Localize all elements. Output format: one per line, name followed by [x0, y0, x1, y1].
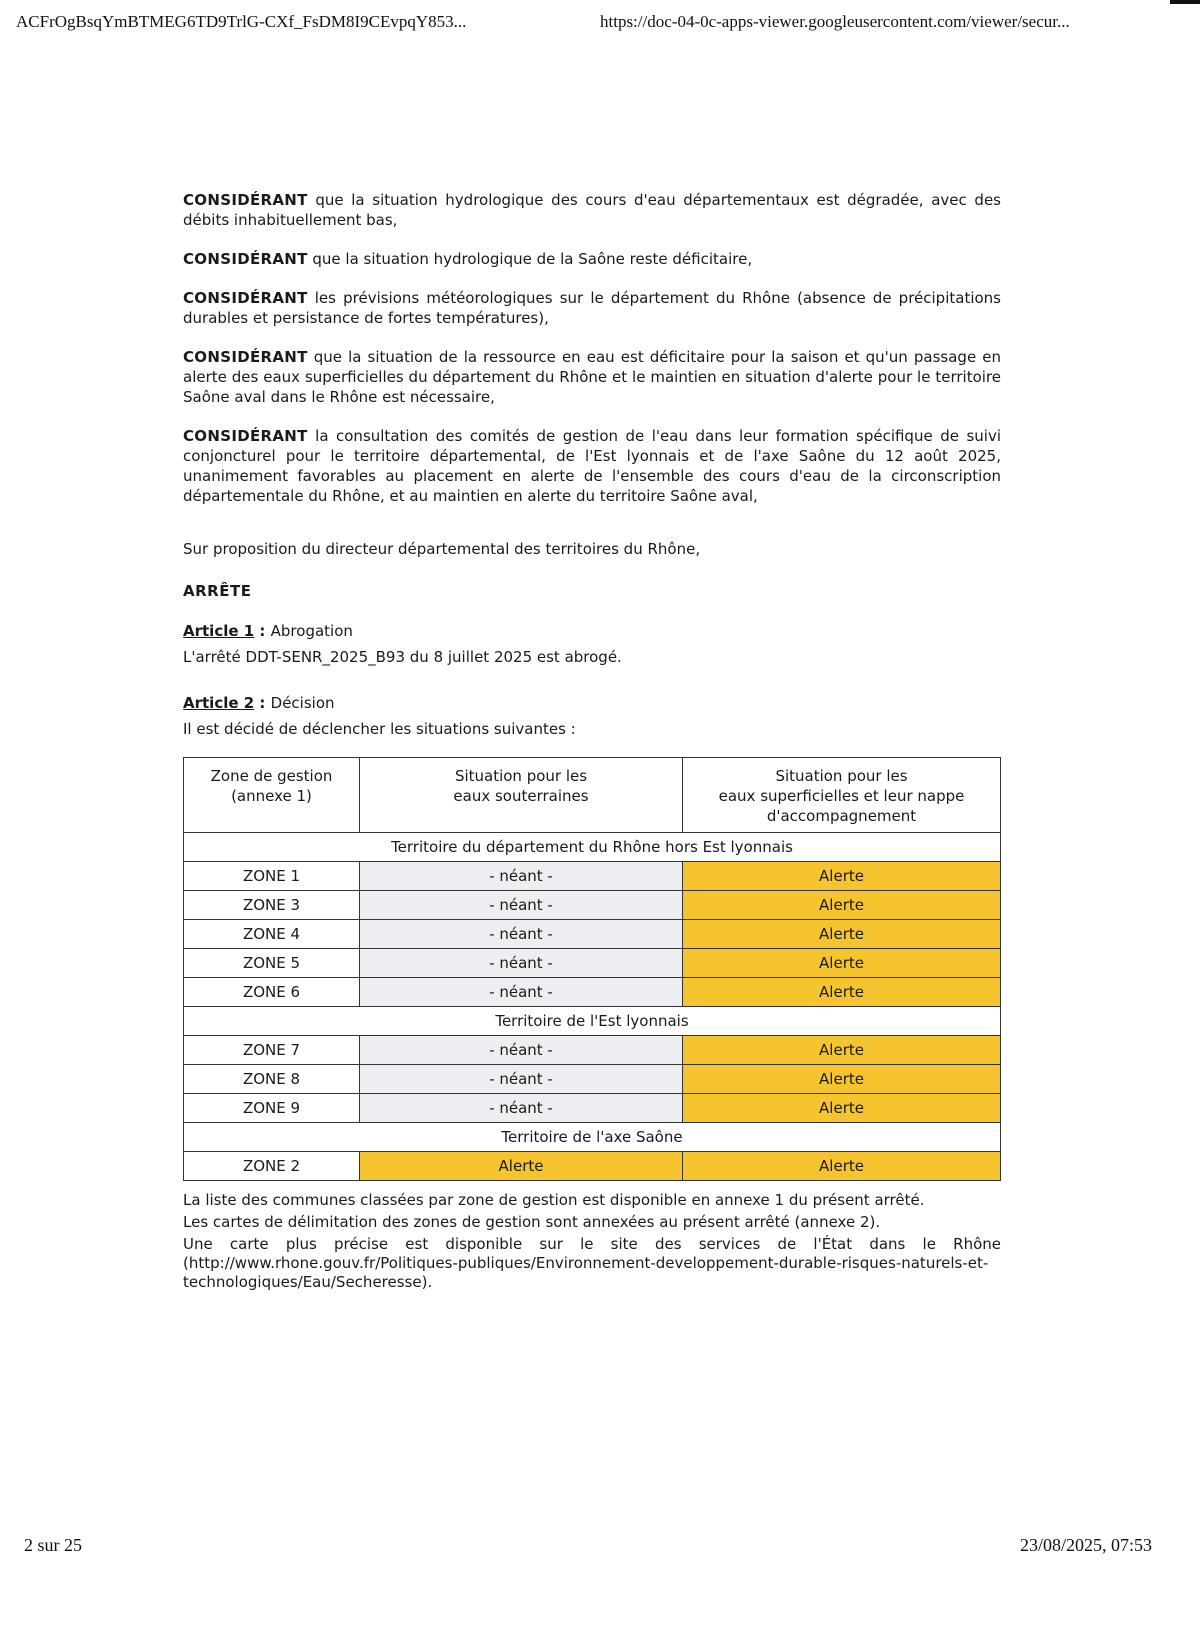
considerant-text: les prévisions météorologiques sur le département du Rhône (absence de précipitations durables et persistance de fortes températures), [183, 289, 1001, 327]
souterraines-cell: - néant - [360, 1036, 683, 1065]
scan-corner-mark [1170, 0, 1200, 4]
note-carte: Une carte plus précise est disponible sur le site des services de l'État dans le Rhône (http://www.rhone.gouv.fr/Politiques-publiques/Environnement-developpement-durable-risques-naturels-et-technologiques/Eau/Secheresse). [183, 1235, 1001, 1291]
considerant-4 [183, 347, 1001, 407]
zones-table [183, 757, 1001, 1181]
considerant-keyword: CONSIDÉRANT [183, 348, 308, 366]
table-row [184, 949, 1001, 978]
print-header-doc-id: ACFrOgBsqYmBTMEG6TD9TrlG-CXf_FsDM8I9CEvpqY853... [16, 12, 467, 31]
superficielles-cell: Alerte [683, 1036, 1001, 1065]
zone-cell: ZONE 6 [184, 978, 360, 1007]
superficielles-cell: Alerte [683, 862, 1001, 891]
article-1-label: Article 1 [183, 622, 255, 640]
header-zone: Zone de gestion (annexe 1) [184, 758, 360, 833]
article-2-title: Décision [270, 694, 335, 712]
superficielles-cell: Alerte [683, 891, 1001, 920]
considerants-list [183, 190, 1001, 506]
souterraines-cell: - néant - [360, 978, 683, 1007]
considerant-text: que la situation de la ressource en eau est déficitaire pour la saison et qu'un passage en alerte des eaux superficielles du département du Rhône et le maintien en situation d'alerte pour le territoire Saône aval dans le Rhône est nécessaire, [183, 348, 1001, 406]
table-row [184, 891, 1001, 920]
table-row [184, 1036, 1001, 1065]
souterraines-cell: - néant - [360, 920, 683, 949]
considerant-text: la consultation des comités de gestion de l'eau dans leur formation spécifique de suivi conjoncturel pour le territoire départemental, de l'Est lyonnais et de l'axe Saône du 12 août 2025, unanimement favorables au placement en alerte de l'ensemble des cours d'eau de la circonscription départementale du Rhône, et au maintien en alerte du territoire Saône aval, [183, 427, 1001, 505]
table-row [184, 1094, 1001, 1123]
table-row [184, 920, 1001, 949]
zone-cell: ZONE 2 [184, 1152, 360, 1181]
considerant-keyword: CONSIDÉRANT [183, 191, 308, 209]
article-1-body: L'arrêté DDT-SENR_2025_B93 du 8 juillet 2025 est abrogé. [183, 648, 622, 666]
considerant-3 [183, 288, 1001, 328]
table-section-row [184, 833, 1001, 862]
considerant-text: que la situation hydrologique des cours d'eau départementaux est dégradée, avec des débits inhabituellement bas, [183, 191, 1001, 229]
section-title: Territoire de l'axe Saône [184, 1123, 1001, 1152]
considerant-1 [183, 190, 1001, 230]
article-1-sep: : [254, 622, 271, 640]
zone-cell: ZONE 8 [184, 1065, 360, 1094]
superficielles-cell: Alerte [683, 1152, 1001, 1181]
proposition-text: Sur proposition du directeur départemental des territoires du Rhône, [183, 540, 701, 558]
considerant-2 [183, 249, 1001, 269]
arrete-heading: ARRÊTE [183, 582, 252, 600]
header-souterraines: Situation pour les eaux souterraines [360, 758, 683, 833]
section-title: Territoire de l'Est lyonnais [184, 1007, 1001, 1036]
considerant-text: que la situation hydrologique de la Saône reste déficitaire, [307, 250, 753, 268]
article-2-heading [183, 693, 1001, 713]
considerant-keyword: CONSIDÉRANT [183, 250, 308, 268]
article-2-body: Il est décidé de déclencher les situations suivantes : [183, 720, 576, 738]
article-2-label: Article 2 [183, 694, 255, 712]
souterraines-cell: - néant - [360, 949, 683, 978]
souterraines-cell: - néant - [360, 1094, 683, 1123]
considerant-keyword: CONSIDÉRANT [183, 289, 308, 307]
note-annexe-2: Les cartes de délimitation des zones de gestion sont annexées au présent arrêté (annexe 2). [183, 1213, 881, 1231]
zone-cell: ZONE 9 [184, 1094, 360, 1123]
souterraines-cell: - néant - [360, 1065, 683, 1094]
considerant-5 [183, 426, 1001, 506]
page-number: 2 sur 25 [24, 1535, 82, 1555]
zone-cell: ZONE 1 [184, 862, 360, 891]
zone-cell: ZONE 3 [184, 891, 360, 920]
section-title: Territoire du département du Rhône hors Est lyonnais [184, 833, 1001, 862]
table-row [184, 862, 1001, 891]
superficielles-cell: Alerte [683, 949, 1001, 978]
header-superficielles: Situation pour les eaux superficielles et leur nappe d'accompagnement [683, 758, 1001, 833]
document-body [183, 190, 1001, 1295]
table-row [184, 978, 1001, 1007]
superficielles-cell: Alerte [683, 978, 1001, 1007]
considerant-keyword: CONSIDÉRANT [183, 427, 308, 445]
table-row [184, 1065, 1001, 1094]
table-section-row [184, 1007, 1001, 1036]
souterraines-cell: - néant - [360, 862, 683, 891]
superficielles-cell: Alerte [683, 1094, 1001, 1123]
souterraines-cell: - néant - [360, 891, 683, 920]
zone-cell: ZONE 5 [184, 949, 360, 978]
article-1-title: Abrogation [270, 622, 353, 640]
zones-table-body [184, 833, 1001, 1181]
souterraines-cell: Alerte [360, 1152, 683, 1181]
zone-cell: ZONE 7 [184, 1036, 360, 1065]
article-2-sep: : [254, 694, 271, 712]
print-datetime: 23/08/2025, 07:53 [1019, 1535, 1152, 1555]
superficielles-cell: Alerte [683, 1065, 1001, 1094]
notes [183, 1191, 1001, 1292]
zone-cell: ZONE 4 [184, 920, 360, 949]
table-row [184, 1152, 1001, 1181]
note-annexe-1: La liste des communes classées par zone de gestion est disponible en annexe 1 du présent arrêté. [183, 1191, 925, 1209]
article-1-heading [183, 621, 1001, 641]
table-section-row [184, 1123, 1001, 1152]
superficielles-cell: Alerte [683, 920, 1001, 949]
print-header-url: https://doc-04-0c-apps-viewer.googleusercontent.com/viewer/secur... [600, 12, 1070, 31]
